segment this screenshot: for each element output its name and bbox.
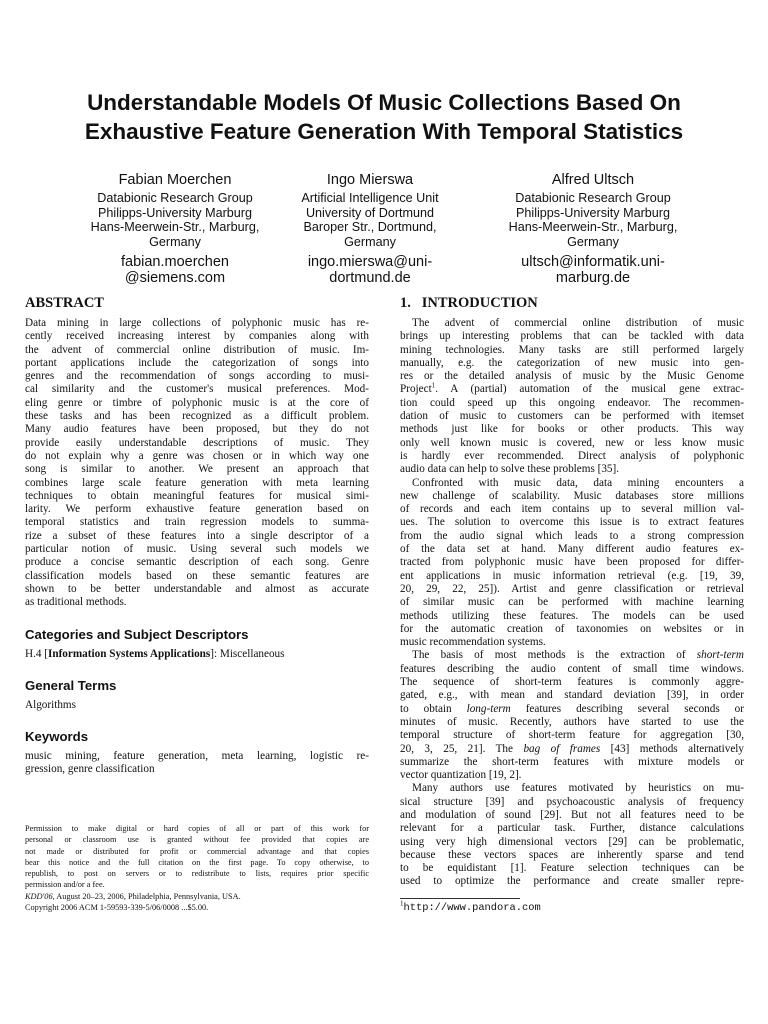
- intro-line: temporal structure of short-term feature for aggregation [30,: [400, 729, 744, 742]
- abstract-line: genres and the recommendation of songs according to musi-: [25, 370, 369, 383]
- intro-line: features describing the audio content of small time windows.: [400, 662, 744, 675]
- intro-line: Confronted with music data, data mining encounters a: [412, 476, 744, 489]
- intro-line: [400, 649, 744, 662]
- intro-line: only well known music is covered, new or less know music: [400, 436, 744, 449]
- author-affiliation: Databionic Research Group: [515, 191, 671, 205]
- intro-emphasis: bag of frames: [523, 742, 601, 755]
- email-line: @siemens.com: [124, 269, 226, 286]
- abstract-line: cently received increasing interest by companies along with: [25, 330, 369, 343]
- permission-notice: [25, 823, 369, 913]
- intro-line: tion could speed up this ongoing endeavor. The recommen-: [400, 396, 744, 409]
- abstract-line: as traditional methods.: [25, 596, 127, 609]
- categories-code: H.4 [: [25, 647, 48, 660]
- intro-line: ent applications in music information retrieval (e.g. [19, 39,: [400, 569, 744, 582]
- intro-line: new challenge of scalability. Music databases store millions: [400, 489, 744, 502]
- author-affiliation: Germany: [567, 234, 619, 249]
- intro-line: The sequence of short-term features is commonly aggre-: [400, 676, 744, 689]
- intro-line: and modulation of sound [29]. But not all features need to be: [400, 808, 744, 821]
- intro-line: of the data set at hand. Many different audio features ex-: [400, 543, 744, 556]
- categories-bold: Information Systems Applications: [48, 647, 211, 660]
- footnote-url[interactable]: http://www.pandora.com: [403, 902, 541, 914]
- author-block: [478, 171, 708, 286]
- author-affiliation: Philipps-University Marburg: [516, 205, 670, 220]
- abstract-line: portant applications include the categorization of songs into: [25, 356, 369, 369]
- abstract-heading: ABSTRACT: [25, 295, 104, 311]
- abstract-line: particular notion of music. Using several such models we: [25, 543, 369, 556]
- abstract-line: produce a concise semantic description of each song. Genre: [25, 556, 369, 569]
- categories-heading: Categories and Subject Descriptors: [25, 626, 249, 642]
- right-column: [400, 294, 744, 889]
- abstract-line: combines large scale feature generation with meta learning: [25, 476, 369, 489]
- intro-line: Many authors use features motivated by heuristics on mu-: [412, 782, 744, 795]
- abstract-line: temporal statistics and train regression models to summa-: [25, 516, 369, 529]
- intro-text: Project: [400, 383, 432, 396]
- footnote-rule: [400, 898, 520, 899]
- title-line: Understandable Models Of Music Collections Based On: [87, 90, 681, 115]
- author-email[interactable]: [255, 255, 485, 286]
- intro-line: of similar music can be performed with machine learning: [400, 596, 744, 609]
- email-line: marburg.de: [555, 269, 631, 286]
- intro-text: features describing several seconds or: [510, 702, 744, 715]
- author-affiliation: Germany: [149, 234, 201, 249]
- abstract-line: do not explain why a genre was chosen or in which way one: [25, 449, 369, 462]
- introduction-heading: 1. INTRODUCTION: [400, 295, 538, 311]
- abstract-line: Data mining in large collections of polyphonic music has re-: [25, 317, 369, 329]
- intro-paragraph-3: [400, 649, 744, 782]
- intro-line: vector quantization [19, 2].: [400, 769, 522, 782]
- intro-line: minutes of music. Recently, authors have started to use the: [400, 715, 744, 728]
- abstract-line: provide easily understandable descriptions of music. They: [25, 436, 369, 449]
- abstract-body: [25, 317, 369, 610]
- author-affiliation: Germany: [344, 234, 396, 249]
- author-affiliation: Hans-Meerwein-Str., Marburg,: [508, 220, 678, 235]
- intro-line: methods just like for books or other products. This way: [400, 423, 744, 436]
- abstract-line: these tasks and has been recognized as a difficult problem.: [25, 410, 369, 423]
- permission-line: republish, to post on servers or to redistribute to lists, requires prior specific: [25, 869, 369, 879]
- footnote-number: 1: [400, 899, 404, 908]
- intro-line: to be equidistant [1]. Feature selection techniques can be: [400, 862, 744, 875]
- author-name: Fabian Moerchen: [118, 172, 232, 188]
- abstract-line: cal similarity and the customer's musical preferences. Mod-: [25, 383, 369, 396]
- general-terms-text: Algorithms: [25, 698, 76, 711]
- abstract-line: Many audio features have been proposed, but they do not: [25, 423, 369, 436]
- intro-text: to obtain: [400, 702, 467, 715]
- intro-line: relevant for a particular task. Further, distance calculations: [400, 822, 744, 835]
- intro-line: using very high dimensional vectors [29] can be problematic,: [400, 835, 744, 848]
- permission-line: bear this notice and the full citation on the first page. To copy otherwise, to: [25, 857, 369, 867]
- intro-paragraph-4: [400, 782, 744, 888]
- permission-line: not made or distributed for profit or commercial advantage and that copies: [25, 846, 369, 856]
- abstract-line: techniques to obtain meaningful features for musical simi-: [25, 489, 369, 502]
- paper-title: [20, 88, 748, 146]
- abstract-line: larity. We perform exhaustive feature generation based on: [25, 503, 369, 516]
- copyright-line: Copyright 2006 ACM 1-59593-339-5/06/0008 ...$5.00.: [25, 903, 209, 913]
- abstract-line: shown to be better understandable and almost as accurate: [25, 582, 369, 595]
- email-line: ingo.mierswa@uni-: [307, 254, 433, 271]
- footnote: [400, 898, 744, 915]
- categories-rest: ]: Miscellaneous: [210, 647, 285, 660]
- categories-text: [25, 648, 369, 661]
- footnote-text: [400, 901, 744, 915]
- intro-emphasis: short-term: [696, 649, 744, 662]
- abstract-line: eling genre or timbre of polyphonic music is at the core of: [25, 396, 369, 409]
- email-line: dortmund.de: [329, 269, 411, 286]
- intro-line: music recommendation systems.: [400, 636, 546, 649]
- intro-emphasis: long-term: [466, 702, 511, 715]
- intro-line: from the audio signal which leads to a strong compression: [400, 529, 744, 542]
- intro-line: mining technologies. Many tasks are still performed largely: [400, 343, 744, 356]
- intro-line: [400, 703, 744, 716]
- intro-paragraph-2: [400, 477, 744, 650]
- intro-line: audio data can help to solve these problems [35].: [400, 463, 620, 476]
- intro-line: manually, e.g. the categorization of new music into gen-: [400, 356, 744, 369]
- intro-line: because these vectors spaces are inherently sparse and tend: [400, 848, 744, 861]
- email-line: ultsch@informatik.uni-: [521, 254, 665, 271]
- intro-line: The advent of commercial online distribution of music: [412, 317, 744, 329]
- intro-line: methods utilizing these features. The models can be used: [400, 609, 744, 622]
- author-affiliation: University of Dortmund: [305, 205, 435, 220]
- intro-line: [400, 383, 744, 396]
- author-affiliation: Baroper Str., Dortmund,: [303, 220, 437, 235]
- intro-text: The basis of most methods is the extraction of: [412, 649, 697, 662]
- author-name: Alfred Ultsch: [551, 172, 635, 188]
- abstract-line: song is similar to another. We present an approach that: [25, 463, 369, 476]
- intro-line: res or the detailed analysis of music by the Music Genome: [400, 370, 744, 383]
- intro-line: tracted from polyphonic music have been proposed for differ-: [400, 556, 744, 569]
- intro-line: is hardly ever recommended. Direct analysis of polyphonic: [400, 449, 744, 462]
- intro-line: [400, 743, 744, 756]
- author-affiliation: Philipps-University Marburg: [98, 205, 252, 220]
- permission-line: permission and/or a fee.: [25, 880, 105, 890]
- venue-line: [25, 891, 369, 902]
- intro-line: 20, 29, 22, 25]). Artist and genre classification or retrieval: [400, 582, 744, 595]
- intro-line: used to optimize the performance and create smaller repre-: [400, 875, 744, 888]
- author-name: Ingo Mierswa: [326, 172, 414, 188]
- abstract-line: the advent of commercial online distribution of music. Im-: [25, 343, 369, 356]
- intro-line: summarize the short-term features with mixture models or: [400, 755, 744, 768]
- intro-line: dation of music to customers can be performed with itemset: [400, 410, 744, 423]
- left-column: [25, 294, 369, 777]
- intro-line: of records and each item contains up to several million val-: [400, 503, 744, 516]
- venue-name: KDD'06,: [25, 891, 55, 901]
- title-line: Exhaustive Feature Generation With Temporal Statistics: [84, 119, 684, 144]
- intro-line: brings up interesting problems that can be tackled with data: [400, 330, 744, 343]
- abstract-line: classification models based on these semantic features are: [25, 569, 369, 582]
- keywords-line: gression, genre classification: [25, 763, 155, 776]
- intro-text: 20, 3, 25, 21]. The: [400, 742, 524, 755]
- intro-line: ues. The solution to overcome this issue is to extract features: [400, 516, 744, 529]
- keywords-heading: Keywords: [25, 729, 89, 745]
- email-line: fabian.moerchen: [120, 254, 229, 271]
- intro-line: sical structure [39] and psychoacoustic analysis of frequency: [400, 795, 744, 808]
- footnote-mark[interactable]: 1: [431, 381, 436, 390]
- intro-line: gated, e.g., with mean and standard deviation [39], in order: [400, 689, 744, 702]
- general-terms-heading: General Terms: [25, 677, 117, 693]
- intro-line: for the automatic creation of taxonomies on websites or in: [400, 622, 744, 635]
- intro-text: . A (partial) automation of the musical gene extrac-: [435, 383, 744, 396]
- keywords-text: [25, 750, 369, 777]
- author-email[interactable]: [478, 255, 708, 286]
- abstract-line: rize a subset of these features into a single descriptor of a: [25, 529, 369, 542]
- permission-line: personal or classroom use is granted without fee provided that copies are: [25, 835, 369, 845]
- venue-details: August 20–23, 2006, Philadelphia, Pennsylvania, USA.: [54, 891, 241, 901]
- keywords-line: music mining, feature generation, meta learning, logistic re-: [25, 750, 369, 763]
- author-affiliation: Hans-Meerwein-Str., Marburg,: [90, 220, 260, 235]
- author-affiliation: Artificial Intelligence Unit: [301, 191, 439, 205]
- intro-paragraph-1: [400, 317, 744, 477]
- author-block: [255, 171, 485, 286]
- author-affiliation: Databionic Research Group: [97, 191, 253, 205]
- permission-line: Permission to make digital or hard copies of all or part of this work for: [25, 824, 369, 833]
- intro-text: [43] methods alternatively: [600, 742, 745, 755]
